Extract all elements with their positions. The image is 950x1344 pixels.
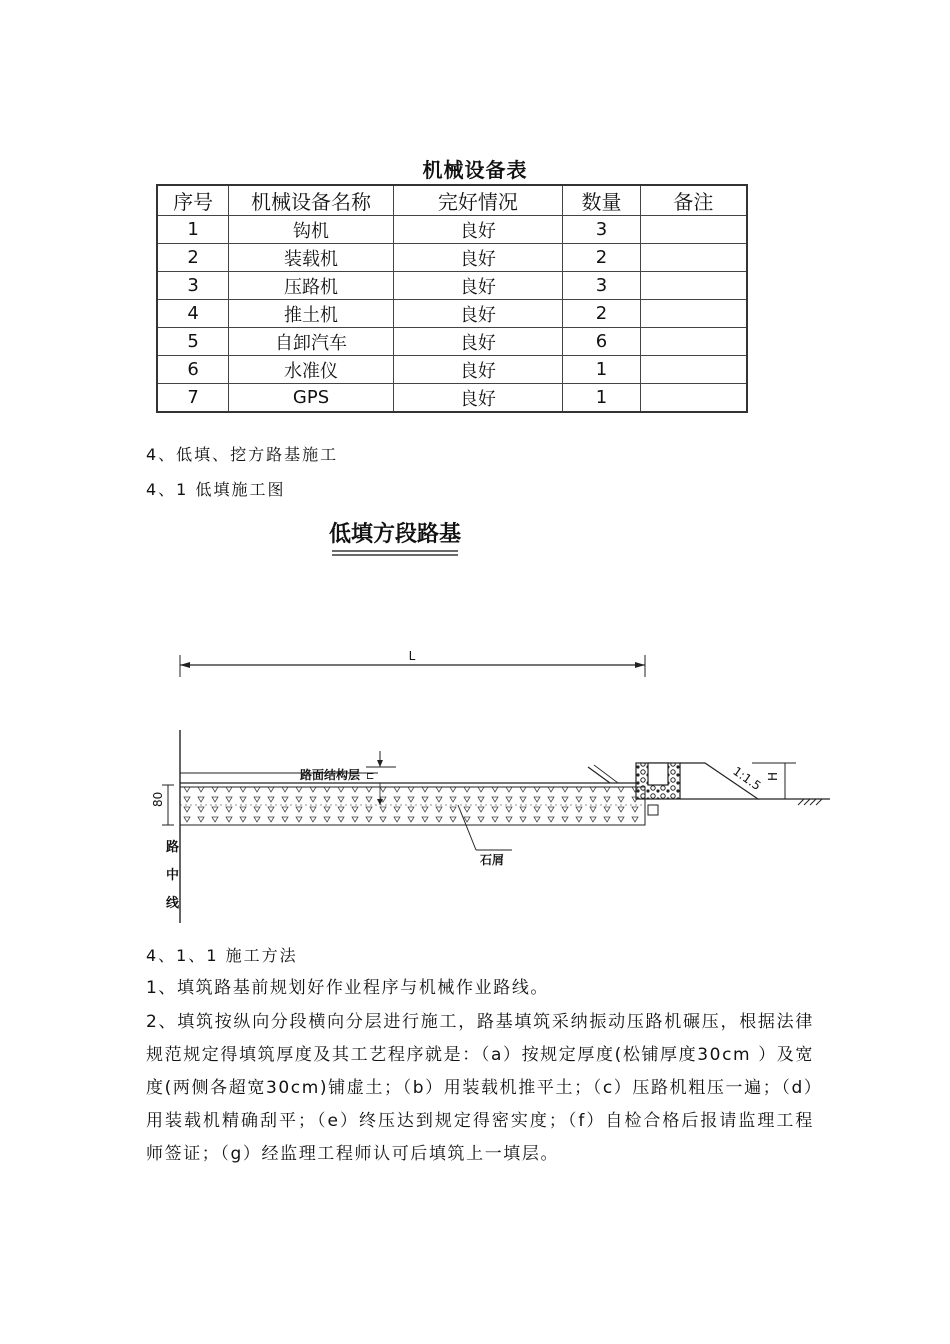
table-cell	[640, 244, 747, 272]
table-cell: 3	[563, 272, 641, 300]
table-cell: 4	[157, 300, 229, 328]
table-cell: 良好	[393, 356, 562, 384]
column-header: 序号	[157, 185, 229, 216]
material-label: 石屑	[480, 853, 505, 867]
table-header-row	[157, 185, 747, 216]
pavement-layer-label: 路面结构层	[300, 768, 361, 782]
paragraph: 2、填筑按纵向分段横向分层进行施工，路基填筑采纳振动压路机碾压，根据法律规范规定得填筑厚度及其工艺程序就是：（a）按规定厚度(松铺厚度30cm ）及宽度(两侧各超宽30cm)铺虚土；（b）用装载机推平土；（c）压路机粗压一遍；（d）用装载机精确刮平；（e）终压达到规定得密实度；（f）自检合格后报请监理工程师签证；（g）经监理工程师认可后填筑上一填层。	[146, 1012, 814, 1164]
table-cell: 2	[563, 244, 641, 272]
low-fill-subgrade-diagram	[140, 505, 840, 925]
table-cell: 1	[563, 356, 641, 384]
table-row	[157, 216, 747, 244]
ground-hatch	[798, 799, 822, 805]
centerline-char: 中	[166, 868, 180, 883]
table-row	[157, 300, 747, 328]
column-header: 完好情况	[393, 185, 562, 216]
table-cell: 良好	[393, 328, 562, 356]
table-cell: 6	[563, 328, 641, 356]
table-cell: 良好	[393, 384, 562, 413]
section-heading: 4、低填、挖方路基施工	[146, 445, 339, 464]
table-cell: 2	[563, 300, 641, 328]
table-cell: 7	[157, 384, 229, 413]
paragraph: 1、填筑路基前规划好作业程序与机械作业路线。	[146, 978, 550, 998]
slope-label: 1:1.5	[730, 763, 764, 794]
table-cell: 钩机	[229, 216, 393, 244]
table-cell: 良好	[393, 216, 562, 244]
table-cell: 1	[157, 216, 229, 244]
table-cell: 1	[563, 384, 641, 413]
table-cell: 压路机	[229, 272, 393, 300]
table-cell: 自卸汽车	[229, 328, 393, 356]
equipment-table	[156, 184, 748, 413]
subsection-heading: 4、1 低填施工图	[146, 480, 286, 499]
table-cell: 3	[157, 272, 229, 300]
centerline-char: 路	[166, 840, 180, 855]
table-cell: 良好	[393, 244, 562, 272]
column-header: 备注	[640, 185, 747, 216]
table-cell	[640, 216, 747, 244]
length-label: L	[408, 649, 416, 663]
table-row	[157, 356, 747, 384]
table-cell: 水准仪	[229, 356, 393, 384]
table-cell: 5	[157, 328, 229, 356]
height-label: H	[766, 771, 780, 781]
table-row	[157, 384, 747, 413]
table-cell	[640, 356, 747, 384]
method-heading: 4、1、1 施工方法	[146, 946, 298, 965]
table-cell: 良好	[393, 300, 562, 328]
table-cell: 装载机	[229, 244, 393, 272]
table-cell: 3	[563, 216, 641, 244]
table-cell	[640, 328, 747, 356]
svg-text:⊏: ⊏	[366, 771, 375, 782]
table-row	[157, 328, 747, 356]
table-cell: 6	[157, 356, 229, 384]
table-cell	[640, 272, 747, 300]
table-row	[157, 244, 747, 272]
table-cell: 推土机	[229, 300, 393, 328]
centerline-char: 线	[166, 896, 180, 911]
column-header: 数量	[563, 185, 641, 216]
table-cell	[640, 300, 747, 328]
stone-chip-layer	[180, 787, 645, 825]
column-header: 机械设备名称	[229, 185, 393, 216]
table-cell: GPS	[229, 384, 393, 413]
table-cell: 良好	[393, 272, 562, 300]
table-row	[157, 272, 747, 300]
table-cell: 2	[157, 244, 229, 272]
table-title: 机械设备表	[422, 158, 528, 182]
depth-label: 80	[151, 791, 165, 807]
diagram-title: 低填方段路基	[328, 521, 462, 547]
table-cell	[640, 384, 747, 413]
